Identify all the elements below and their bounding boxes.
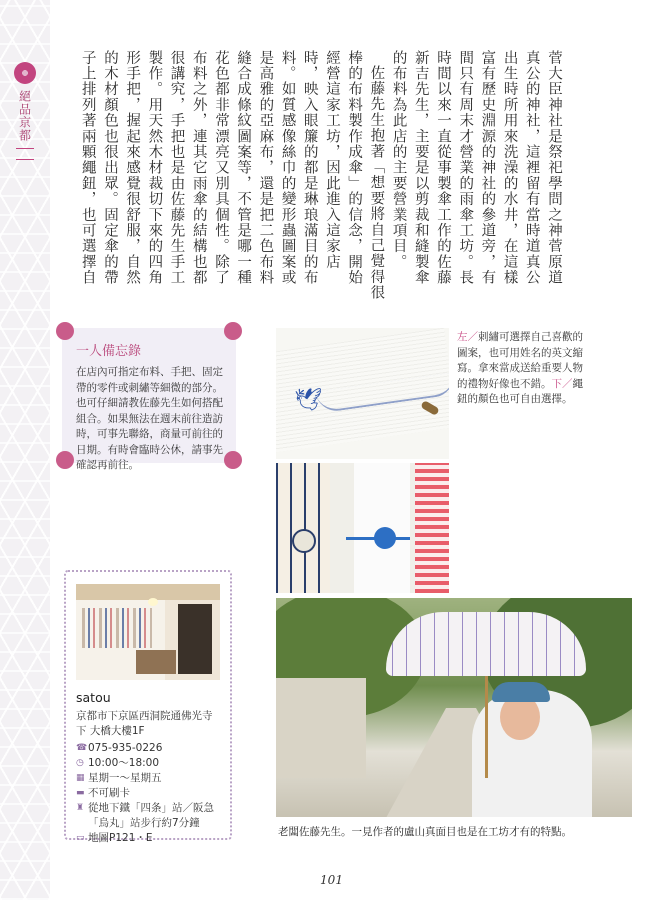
caption-marker-left: 左／ xyxy=(457,331,478,343)
striped-umbrella xyxy=(276,463,330,593)
shop-name: satou xyxy=(76,690,111,705)
doorway xyxy=(178,604,212,674)
shelf xyxy=(136,650,176,674)
lamp xyxy=(148,598,158,606)
section-label: 絕品京都 xyxy=(17,90,32,142)
shop-info-card xyxy=(64,570,232,844)
body-paragraph-1: 菅大臣神社是祭祀學問之神菅原道真公的神社，這裡留有當時道真公出生時所用來洗澡的水井，在這樣富有歷史淵源的神社的參道旁，有間只有周末才營業的雨傘工坊。長時間以來一直從事製傘工作的佐藤新吉先生，主要是以剪裁和縫製傘的布料為此店的主要營業項目。 xyxy=(390,50,562,286)
shop-access-row xyxy=(76,801,220,831)
shop-access: 從地下鐵「四条」站／阪急「烏丸」站步行約7分鐘 xyxy=(88,802,214,829)
photo-umbrella-buttons xyxy=(276,463,449,593)
bird-embroidery-icon: 🕊 xyxy=(294,388,322,413)
caption-text-left: 刺繡可選擇自己喜歡的圖案，也可用姓名的英文縮寫。拿來當成送給重要人物的禮物好像也不錯。 xyxy=(457,331,583,390)
owner-hat xyxy=(492,682,550,702)
red-striped-umbrella xyxy=(415,463,449,593)
article-body xyxy=(75,50,565,300)
phone-icon: ☎ xyxy=(76,743,88,753)
shop-ceiling xyxy=(76,584,220,600)
shop-map-row xyxy=(76,831,220,846)
umbrella-shaft xyxy=(485,668,488,778)
umbrella-canopy xyxy=(386,612,586,676)
shop-card: 不可刷卡 xyxy=(88,787,130,799)
cord-button xyxy=(292,529,316,553)
shop-phone-row xyxy=(76,741,220,756)
shop-hours: 10:00～18:00 xyxy=(88,757,160,769)
shop-card-row xyxy=(76,786,220,801)
corner-decoration xyxy=(224,451,242,469)
photo-caption-top xyxy=(457,330,591,408)
photo-caption-bottom: 老闆佐藤先生。一見作者的盧山真面目也是在工坊才有的特點。 xyxy=(278,826,572,838)
photo-owner-with-umbrella xyxy=(276,598,632,817)
shop-phone: 075-935-0226 xyxy=(88,742,163,754)
train-icon: ♜ xyxy=(76,803,85,813)
map-icon: ▭ xyxy=(76,833,85,843)
memo-title: 一人備忘錄 xyxy=(76,344,142,359)
clock-icon: ◷ xyxy=(76,758,84,768)
photo-embroidered-umbrella xyxy=(276,328,449,459)
section-marker xyxy=(12,62,38,160)
shop-interior-photo xyxy=(76,584,220,680)
flower-icon xyxy=(14,62,36,84)
umbrella-rack xyxy=(82,608,152,648)
corner-decoration xyxy=(56,451,74,469)
corner-decoration xyxy=(224,322,242,340)
caption-text-bottom: 繩鈕的顏色也可自由選擇。 xyxy=(457,377,583,405)
cord-button xyxy=(374,527,396,549)
memo-text: 在店內可指定布料、手把、固定帶的零件或刺繡等細微的部分。也可仔細請教佐藤先生如何搭配組合。如果無法在週末前往造訪時，可事先聯絡，商量可前往的日期。有時會臨時公休，請事先確認再前往。 xyxy=(76,366,223,471)
shop-hours-row xyxy=(76,756,220,771)
shrine-wall xyxy=(276,678,366,778)
corner-decoration xyxy=(56,322,74,340)
page-number: 101 xyxy=(320,873,343,887)
body-paragraph-2: 佐藤先生抱著「想要將自己覺得很棒的布料製作成傘」的信念，開始經營這家工坊，因此進入這家店時，映入眼簾的都是琳琅滿目的布料。如質感像絲巾的變形蟲圖案或是高雅的亞麻布，還是把二色布料縫合成條紋圖案等，不管是哪一種花色都非常漂亮又別具個性。除了布料之外，連其它雨傘的結構也都很講究，手把也是由佐藤先生手工製作。用天然木材裁切下來的四角形手把，握起來感覺很舒服，自然的木材顏色也很出眾。固定傘的帶子上排列著兩顆繩鈕，也可選擇自 xyxy=(79,50,385,300)
shop-map: 地圖P121・E xyxy=(88,832,153,844)
card-icon: ▬ xyxy=(76,788,85,798)
memo-box xyxy=(62,328,236,471)
divider xyxy=(16,148,34,160)
caption-marker-bottom: 下／ xyxy=(551,377,573,390)
shop-open-days: 星期一～星期五 xyxy=(88,772,162,784)
calendar-icon: ▦ xyxy=(76,773,85,783)
shop-days-row xyxy=(76,771,220,786)
shop-address: 京都市下京區西洞院通佛光寺下 大橋大樓1F xyxy=(76,710,213,737)
